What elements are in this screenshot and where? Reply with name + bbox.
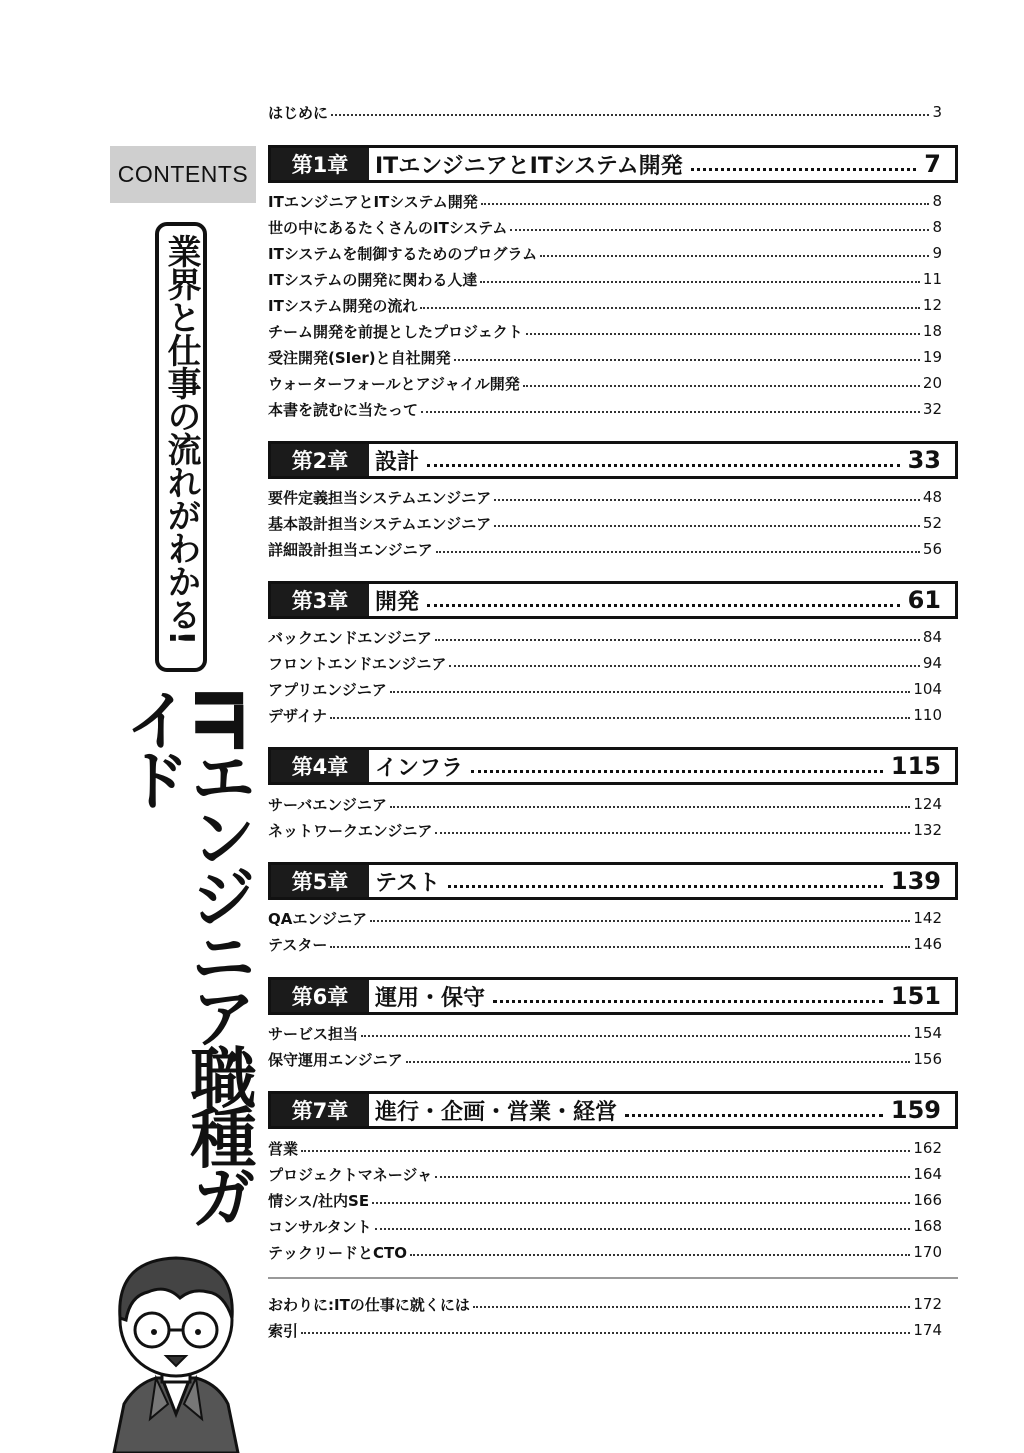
contents-label: CONTENTS — [110, 146, 256, 203]
toc-entry[interactable]: ITシステム開発の流れ 12 — [268, 296, 942, 315]
toc-entry[interactable]: 要件定義担当システムエンジニア 48 — [268, 488, 942, 507]
chapter-7-header[interactable]: 第7章 進行・企画・営業・経営 159 — [268, 1091, 958, 1129]
toc-entry[interactable]: サーバエンジニア 124 — [268, 795, 942, 814]
toc-entry[interactable]: フロントエンドエンジニア 94 — [268, 654, 942, 673]
toc-entry[interactable]: テスター 146 — [268, 935, 942, 954]
subtitle-box — [155, 222, 207, 672]
toc-entry[interactable]: プロジェクトマネージャ 164 — [268, 1165, 942, 1184]
toc-entry[interactable]: 営業 162 — [268, 1139, 942, 1158]
book-title-wrap — [113, 686, 256, 1246]
chapter-2-header[interactable]: 第2章 設計 33 — [268, 441, 958, 479]
toc-entry[interactable]: 情シス/社内SE 166 — [268, 1191, 942, 1210]
toc-entry[interactable]: バックエンドエンジニア 84 — [268, 628, 942, 647]
toc-entry[interactable]: ITエンジニアとITシステム開発 8 — [268, 192, 942, 211]
toc-entry[interactable]: デザイナ 110 — [268, 706, 942, 725]
toc-entry[interactable]: 詳細設計担当エンジニア 56 — [268, 540, 942, 559]
chapter-5-header[interactable]: 第5章 テスト 139 — [268, 862, 958, 900]
chapter-6-header[interactable]: 第6章 運用・保守 151 — [268, 977, 958, 1015]
toc-entry[interactable]: ITシステムを制御するためのプログラム 9 — [268, 244, 942, 263]
toc-entry-closing[interactable]: おわりに:ITの仕事に就くには 172 — [268, 1295, 942, 1314]
toc-entry[interactable]: サービス担当 154 — [268, 1024, 942, 1043]
mascot-illustration — [96, 1244, 256, 1453]
toc-entry[interactable]: ネットワークエンジニア 132 — [268, 821, 942, 840]
toc-entry-index[interactable]: 索引 174 — [268, 1321, 942, 1340]
book-subtitle: 業界と仕事の流れがわかる! — [161, 234, 201, 645]
toc-entry[interactable]: アプリエンジニア 104 — [268, 680, 942, 699]
chapter-1-header[interactable]: 第1章 ITエンジニアとITシステム開発 7 — [268, 145, 958, 183]
chapter-3-header[interactable]: 第3章 開発 61 — [268, 581, 958, 619]
toc-entry[interactable]: コンサルタント 168 — [268, 1217, 942, 1236]
toc-entry[interactable]: 保守運用エンジニア 156 — [268, 1050, 942, 1069]
toc-entry[interactable]: 本書を読むに当たって 32 — [268, 400, 942, 419]
toc-entry[interactable]: 世の中にあるたくさんのITシステム 8 — [268, 218, 942, 237]
toc-entry[interactable]: チーム開発を前提としたプロジェクト 18 — [268, 322, 942, 341]
toc-entry[interactable]: ITシステムの開発に関わる人達 11 — [268, 270, 942, 289]
toc-entry[interactable]: テックリードとCTO 170 — [268, 1243, 942, 1262]
toc-entry-intro[interactable]: はじめに 3 — [268, 103, 942, 122]
book-title: ITエンジニア職種ガイド — [113, 686, 256, 1224]
toc-entry[interactable]: 受注開発(SIer)と自社開発 19 — [268, 348, 942, 367]
toc-entry[interactable]: QAエンジニア 142 — [268, 909, 942, 928]
divider — [268, 1277, 958, 1279]
toc-entry[interactable]: 基本設計担当システムエンジニア 52 — [268, 514, 942, 533]
toc-entry[interactable]: ウォーターフォールとアジャイル開発 20 — [268, 374, 942, 393]
chapter-4-header[interactable]: 第4章 インフラ 115 — [268, 747, 958, 785]
